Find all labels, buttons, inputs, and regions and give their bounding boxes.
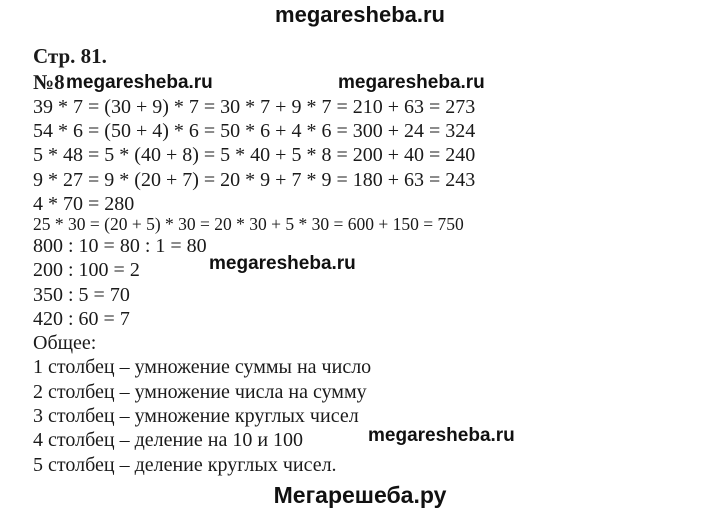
solution-line: 800 : 10 = 80 : 1 = 80 xyxy=(33,235,207,257)
summary-line: 5 столбец – деление круглых чисел. xyxy=(33,454,337,476)
watermark: megaresheba.ru xyxy=(66,72,213,93)
solution-line: 54 * 6 = (50 + 4) * 6 = 50 * 6 + 4 * 6 = 300 + 24 = 324 xyxy=(33,120,476,142)
solution-line: 200 : 100 = 2 xyxy=(33,259,140,281)
watermark: megaresheba.ru xyxy=(338,72,485,93)
summary-line: 1 столбец – умножение суммы на число xyxy=(33,356,372,378)
solution-line: 39 * 7 = (30 + 9) * 7 = 30 * 7 + 9 * 7 = 210 + 63 = 273 xyxy=(33,96,476,118)
solution-line: 25 * 30 = (20 + 5) * 30 = 20 * 30 + 5 * 30 = 600 + 150 = 750 xyxy=(33,214,464,234)
watermark: megaresheba.ru xyxy=(368,425,515,446)
solution-line: 5 * 48 = 5 * (40 + 8) = 5 * 40 + 5 * 8 = 200 + 40 = 240 xyxy=(33,144,476,166)
solution-line: 9 * 27 = 9 * (20 + 7) = 20 * 9 + 7 * 9 = 180 + 63 = 243 xyxy=(33,169,476,191)
summary-line: 4 столбец – деление на 10 и 100 xyxy=(33,429,304,451)
site-header: megaresheba.ru xyxy=(275,2,445,27)
solution-line: 4 * 70 = 280 xyxy=(33,193,135,215)
page-label: Стр. 81. xyxy=(33,44,107,68)
summary-line: 2 столбец – умножение числа на сумму xyxy=(33,381,367,403)
task-number: №8 xyxy=(33,70,65,94)
solution-line: 350 : 5 = 70 xyxy=(33,284,130,306)
watermark: megaresheba.ru xyxy=(209,253,356,274)
summary-heading: Общее: xyxy=(33,332,97,354)
site-footer: Мегарешеба.ру xyxy=(273,482,447,508)
summary-line: 3 столбец – умножение круглых чисел xyxy=(33,405,359,427)
solution-line: 420 : 60 = 7 xyxy=(33,308,130,330)
